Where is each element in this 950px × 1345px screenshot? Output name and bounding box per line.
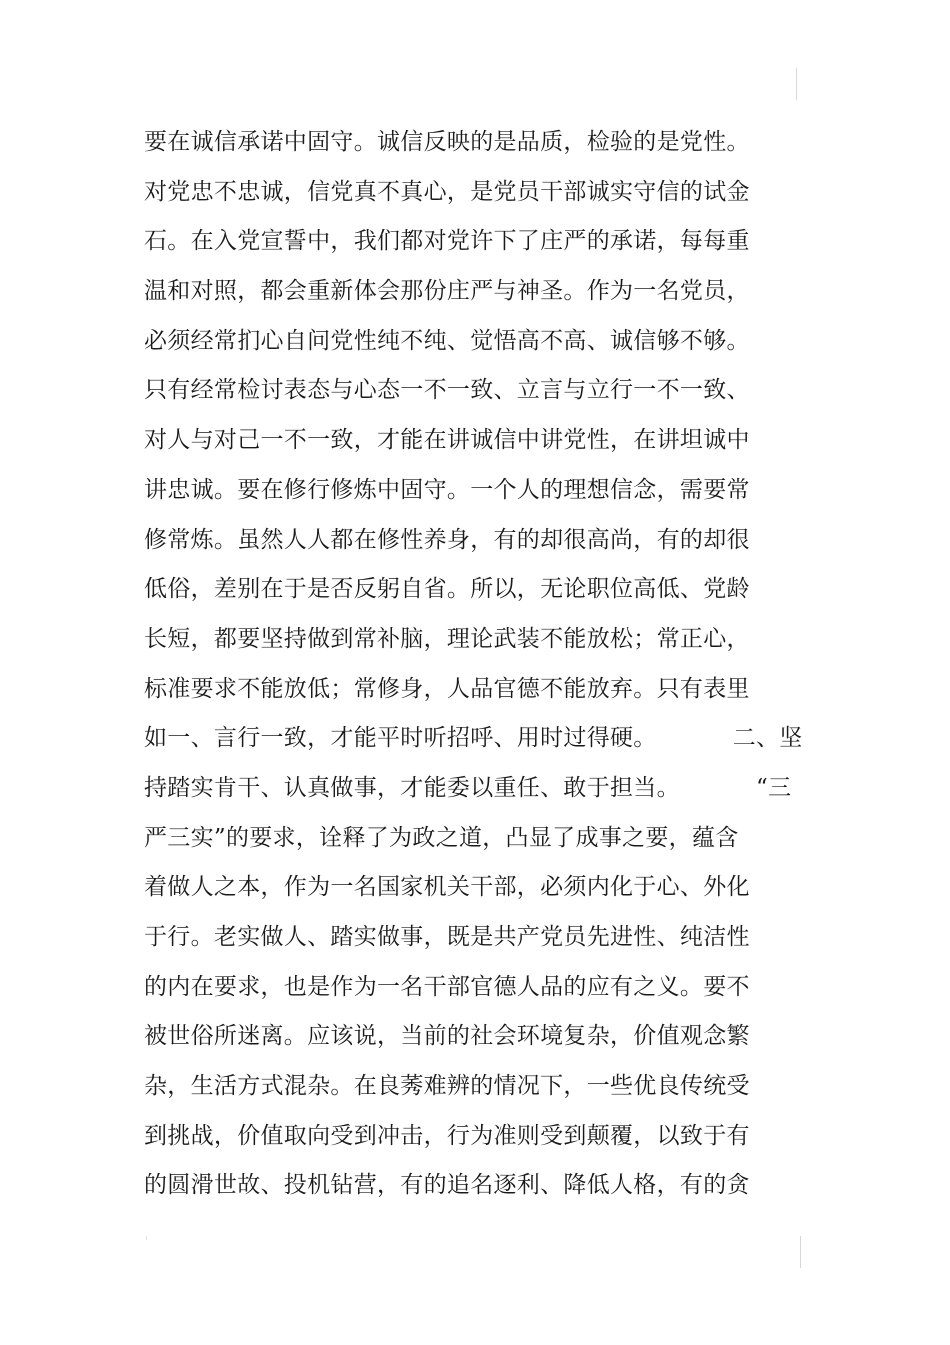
text-line: 到挑战，价值取向受到冲击，行为准则受到颠覆，以致于有 — [144, 1122, 750, 1149]
text-line: 的圆滑世故、投机钻营，有的追名逐利、降低人格，有的贪 — [144, 1172, 750, 1199]
page-corner-mark-bottom-right — [800, 1236, 801, 1268]
text-line: 杂，生活方式混杂。在良莠难辨的情况下，一些优良传统受 — [144, 1073, 750, 1100]
text-line: 于行。老实做人、踏实做事，既是共产党员先进性、纯洁性 — [144, 924, 750, 950]
text-line: 标准要求不能放低；常修身，人品官德不能放弃。只有表里 — [144, 675, 750, 702]
text-line: 只有经常检讨表态与心态一不一致、立言与立行一不一致、 — [144, 377, 750, 404]
text-line: 被世俗所迷离。应该说，当前的社会环境复杂，价值观念繁 — [144, 1023, 750, 1050]
text-line: 石。在入党宣誓中，我们都对党许下了庄严的承诺，每每重 — [144, 228, 750, 255]
document-text-body — [144, 118, 814, 1211]
text-line: 必须经常扪心自问党性纯不纯、觉悟高不高、诚信够不够。 — [144, 327, 750, 354]
text-line: 持踏实肯干、认真做事，才能委以重任、敢于担当。 “三 — [144, 774, 792, 801]
text-line: 长短，都要坚持做到常补脑，理论武装不能放松；常正心， — [144, 625, 750, 652]
text-line: 要在诚信承诺中固守。诚信反映的是品质，检验的是党性。 — [144, 129, 750, 155]
text-line: 低俗，差别在于是否反躬自省。所以，无论职位高低、党龄 — [144, 576, 750, 603]
text-line: 修常炼。虽然人人都在修性养身，有的却很高尚，有的却很 — [144, 526, 750, 553]
text-line: 着做人之本，作为一名国家机关干部，必须内化于心、外化 — [144, 874, 750, 901]
text-line: 如一、言行一致，才能平时听招呼、用时过得硬。 二、坚 — [144, 725, 803, 752]
text-line: 温和对照，都会重新体会那份庄严与神圣。作为一名党员， — [144, 278, 750, 305]
text-line: 严三实”的要求，诠释了为政之道，凸显了成事之要，蕴含 — [144, 824, 739, 851]
page-corner-mark-bottom-left — [146, 1236, 147, 1240]
text-line: 对人与对己一不一致，才能在讲诚信中讲党性，在讲坦诚中 — [144, 427, 750, 454]
page-corner-mark-top-right — [796, 68, 797, 100]
text-line: 对党忠不忠诚，信党真不真心，是党员干部诚实守信的试金 — [144, 178, 750, 205]
text-line: 的内在要求，也是作为一名干部官德人品的应有之义。要不 — [144, 973, 750, 1000]
text-line: 讲忠诚。要在修行修炼中固守。一个人的理想信念，需要常 — [144, 476, 750, 503]
